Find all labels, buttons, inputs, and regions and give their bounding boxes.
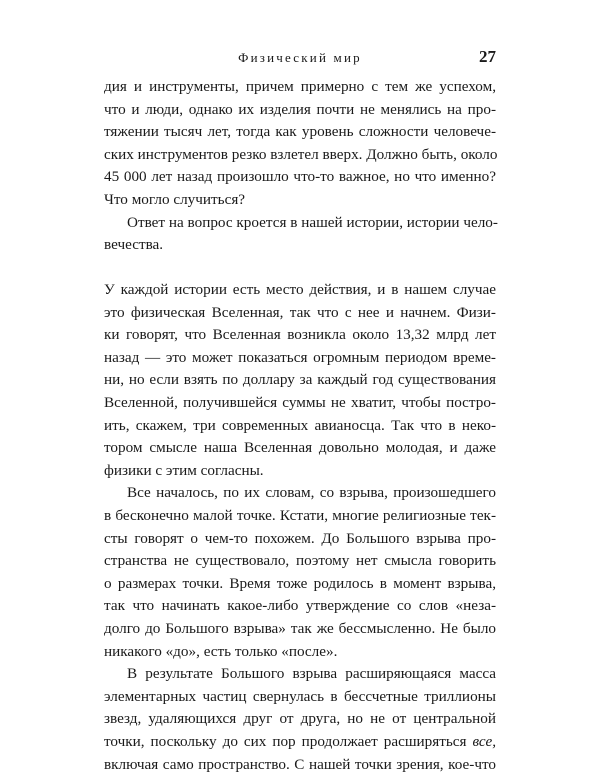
text-line: 45 000 лет назад произошло что-то важное, но что именно?	[104, 168, 496, 186]
text-line: ни, но если взять по доллару за каждый год существования	[104, 371, 496, 389]
text-line: Ответ на вопрос кроется в нашей истории, истории чело-	[127, 213, 498, 231]
text-line: в бесконечно малой точке. Кстати, многие религиозные тек-	[104, 506, 496, 524]
running-head	[104, 47, 496, 69]
text-line: странства не существовало, поэтому нет смысла говорить	[104, 552, 496, 570]
text-line: У каждой истории есть место действия, и в нашем случае	[104, 281, 496, 298]
paragraph-4	[104, 482, 496, 663]
text-line: тяжении тысяч лет, тогда как уровень сложности человече-	[104, 123, 496, 141]
text-line: сты говорят о чем-то похожем. До Большого взрыва про-	[104, 529, 496, 547]
text-line: ки говорят, что Вселенная возникла около 13,32 млрд лет	[104, 326, 496, 344]
text-line: назад — это может показаться огромным периодом време-	[104, 348, 496, 366]
paragraph-3	[104, 279, 496, 482]
text-line: это физическая Вселенная, так что с нее и начнем. Физи-	[104, 303, 496, 321]
text-line: Все началось, по их словам, со взрыва, произошедшего	[127, 484, 496, 502]
text-line: что и люди, однако их изделия почти не менялись на про-	[104, 100, 496, 118]
text-line: звезд, удаляющихся друг от друга, но не от центральной	[104, 710, 496, 728]
text-segment: точки, поскольку до сих пор продолжает расширяться	[104, 732, 467, 750]
page-number: 27	[479, 47, 496, 66]
text-line: Что могло случиться?	[104, 190, 246, 208]
paragraph-5	[104, 663, 496, 776]
text-line: дия и инструменты, причем примерно с тем же успехом,	[104, 78, 496, 95]
text-line: физики с этим согласны.	[104, 461, 264, 479]
text-line: ских инструментов резко взлетел вверх. Должно быть, около	[104, 145, 498, 163]
emphasis-word: все,	[472, 732, 496, 750]
text-line: В результате Большого взрыва расширяющаяся масса	[127, 665, 496, 683]
text-line: вечества.	[104, 236, 164, 254]
text-line: включая само пространство. С нашей точки зрения, кое-что	[104, 755, 496, 773]
text-line: о размерах точки. Время тоже родилось в момент взрыва,	[104, 574, 496, 592]
text-line: так что начинать какое-либо утверждение со слов «неза-	[104, 597, 496, 615]
text-line: никакого «до», есть только «после».	[104, 642, 338, 660]
text-line: Вселенной, получившейся суммы не хватит, чтобы постро-	[104, 393, 496, 411]
text-line	[104, 731, 496, 754]
text-line: элементарных частиц свернулась в бессчетные триллионы	[104, 687, 496, 705]
text-line: ить, скажем, три современных авианосца. Так что в неко-	[104, 416, 496, 434]
running-title: Физический мир	[238, 50, 362, 65]
paragraph-2	[104, 212, 496, 257]
paragraph-1	[104, 76, 496, 212]
text-line: тором смысле наша Вселенная довольно молодая, и даже	[104, 439, 496, 457]
text-line: долго до Большого взрыва» так же бессмысленно. Не было	[104, 619, 496, 637]
